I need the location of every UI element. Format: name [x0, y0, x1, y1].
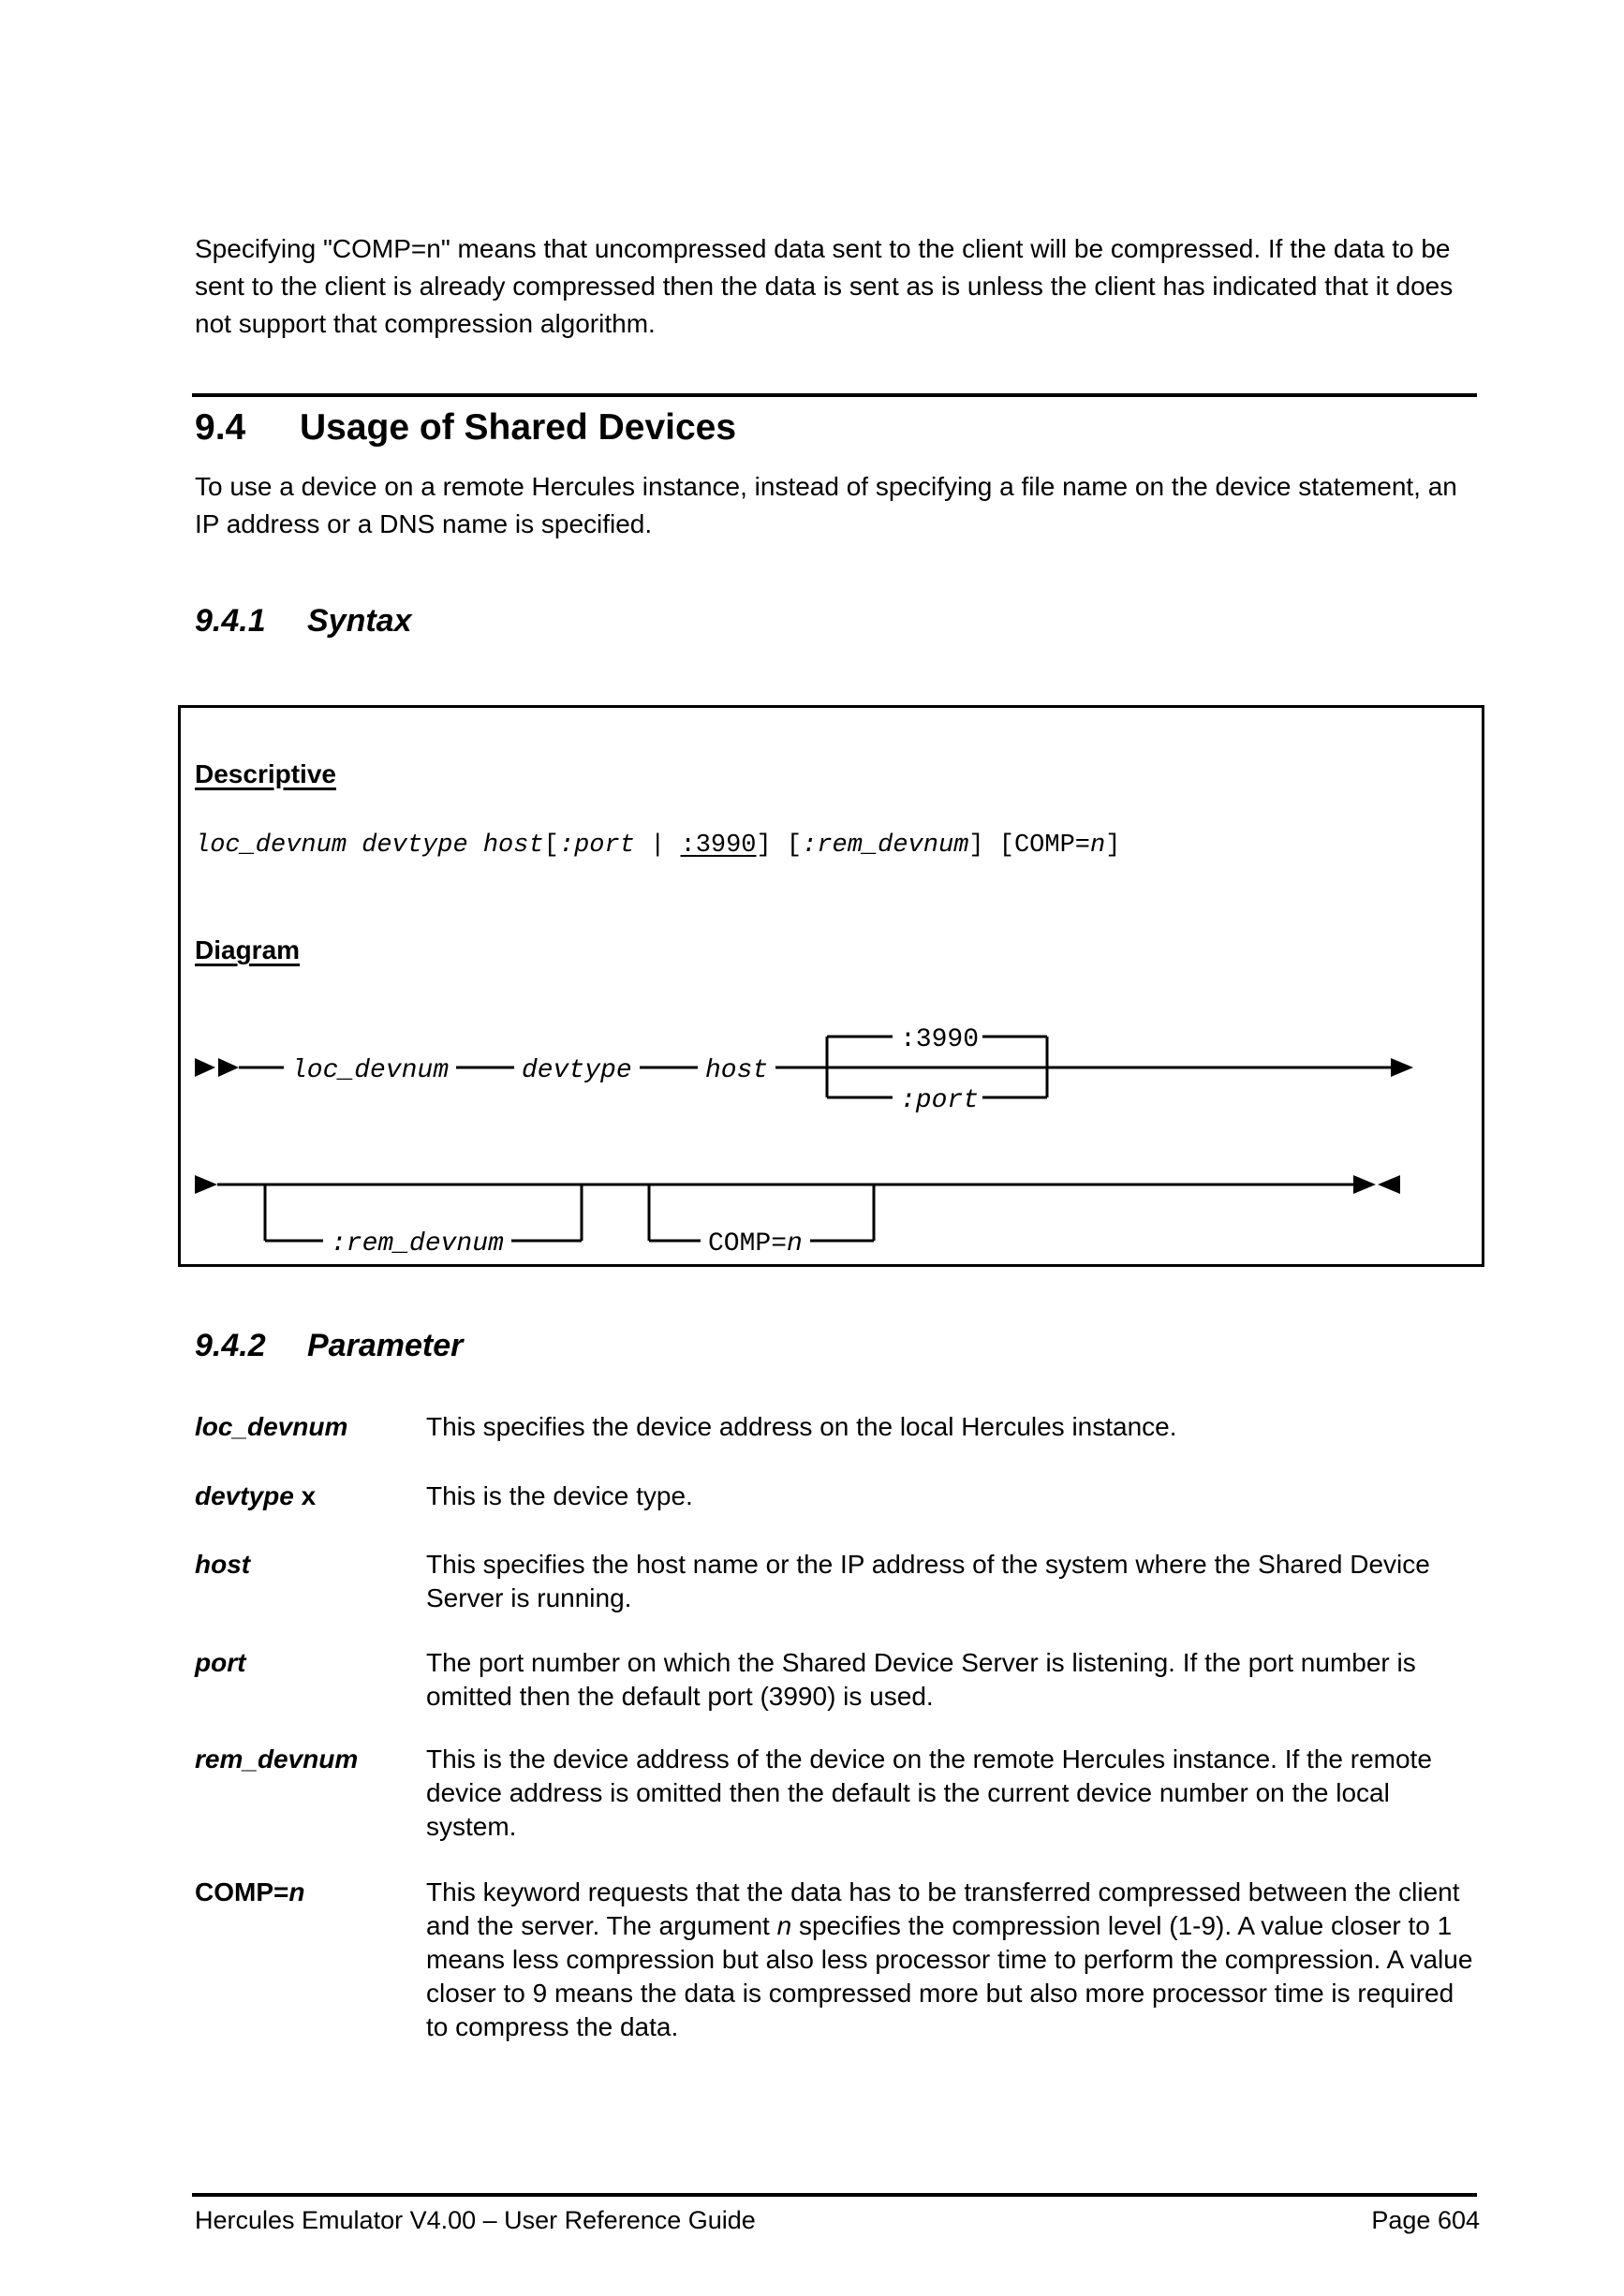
diagram-port: :port: [900, 1086, 980, 1115]
railroad-row-2: [195, 1175, 1400, 1258]
diagram-default-port: :3990: [900, 1025, 980, 1054]
param-row-host: [195, 1548, 1480, 1615]
descriptive-label: Descriptive: [195, 759, 336, 788]
default-port-literal: :3990: [680, 832, 757, 860]
param-term: devtype: [195, 1481, 294, 1510]
section-title: Usage of Shared Devices: [300, 407, 737, 448]
param-term: host: [195, 1550, 251, 1579]
param-row-loc-devnum: [195, 1410, 1480, 1444]
diagram-rem-devnum: :rem_devnum: [331, 1229, 504, 1258]
syntax-box: [178, 705, 1484, 1267]
syntax-heading-title: Syntax: [307, 603, 412, 639]
param-row-devtype: [195, 1479, 1480, 1513]
parameter-heading-title: Parameter: [307, 1328, 464, 1363]
param-term: rem_devnum: [195, 1744, 359, 1774]
diagram-host: host: [705, 1056, 769, 1085]
param-row-rem-devnum: [195, 1743, 1480, 1844]
parameter-heading-number: 9.4.2: [195, 1328, 266, 1363]
railroad-row-1: [195, 1025, 1413, 1115]
diagram-end-arrow-icon: [1378, 1175, 1400, 1194]
diagram-loc-devnum: loc_devnum: [291, 1056, 450, 1085]
page-footer: [195, 2206, 1480, 2235]
param-row-port: [195, 1646, 1480, 1714]
param-desc: This is the device type.: [426, 1481, 693, 1510]
param-term: port: [195, 1648, 246, 1677]
diagram-end-arrow-icon: [1353, 1175, 1376, 1194]
section-heading: [195, 408, 736, 448]
param-desc: This keyword requests that the data has to be transferred compressed between the client and the server. The argument n specifies the compression level (1-9). A value closer to 1 means less compression but also less processor time to perform the compression. A value closer to 9 means the data is compressed more but also more processor time is required to compress the data.: [426, 1877, 1473, 2041]
intro-paragraph: Specifying "COMP=n" means that uncompressed data sent to the client will be compressed. If the data to be sent to the client is already compressed then the data is sent as is unless the client has indicated that it does not support that compression algorithm.: [195, 234, 1454, 338]
descriptive-syntax-line: loc_devnum devtype host[:port | :3990] [:rem_devnum] [COMP=n]: [195, 832, 1121, 860]
section-divider-rule: [192, 393, 1477, 397]
param-desc: This specifies the host name or the IP address of the system where the Shared Device Server is running.: [426, 1550, 1430, 1612]
param-desc: This is the device address of the device on the remote Hercules instance. If the remote device address is omitted then the default is the current device number on the local system.: [426, 1744, 1432, 1841]
param-desc: This specifies the device address on the local Hercules instance.: [426, 1412, 1177, 1441]
diagram-start-arrow-icon: [195, 1058, 215, 1077]
syntax-heading: [195, 603, 412, 639]
syntax-vars: loc_devnum devtype host: [195, 832, 544, 860]
section-number: 9.4: [195, 407, 246, 448]
diagram-row2-start-arrow-icon: [195, 1175, 217, 1194]
parameter-heading: [195, 1328, 463, 1363]
param-term: loc_devnum: [195, 1412, 348, 1441]
param-desc: The port number on which the Shared Device Server is listening. If the port number is omitted then the default port (3990) is used.: [426, 1648, 1416, 1711]
param-term-suffix: x: [293, 1481, 317, 1510]
section-intro-paragraph: To use a device on a remote Hercules instance, instead of specifying a file name on the device statement, an IP address or a DNS name is specified.: [195, 472, 1457, 538]
footer-rule: [192, 2193, 1477, 2197]
footer-page-number: Page 604: [1371, 2206, 1480, 2234]
param-row-comp: [195, 1876, 1480, 2044]
diagram-devtype: devtype: [522, 1056, 632, 1085]
footer-document-title: Hercules Emulator V4.00 – User Reference Guide: [195, 2206, 756, 2234]
syntax-heading-number: 9.4.1: [195, 603, 266, 639]
diagram-label: Diagram: [195, 935, 301, 964]
diagram-continue-arrow-icon: [1391, 1058, 1413, 1077]
diagram-start-arrow-icon: [218, 1058, 239, 1077]
parameter-list: [195, 1410, 1480, 2044]
param-term-keyword: COMP=: [195, 1877, 289, 1906]
railroad-diagram: [181, 981, 1482, 1262]
diagram-comp: COMP=n: [708, 1229, 803, 1258]
param-term-arg: n: [288, 1877, 305, 1906]
